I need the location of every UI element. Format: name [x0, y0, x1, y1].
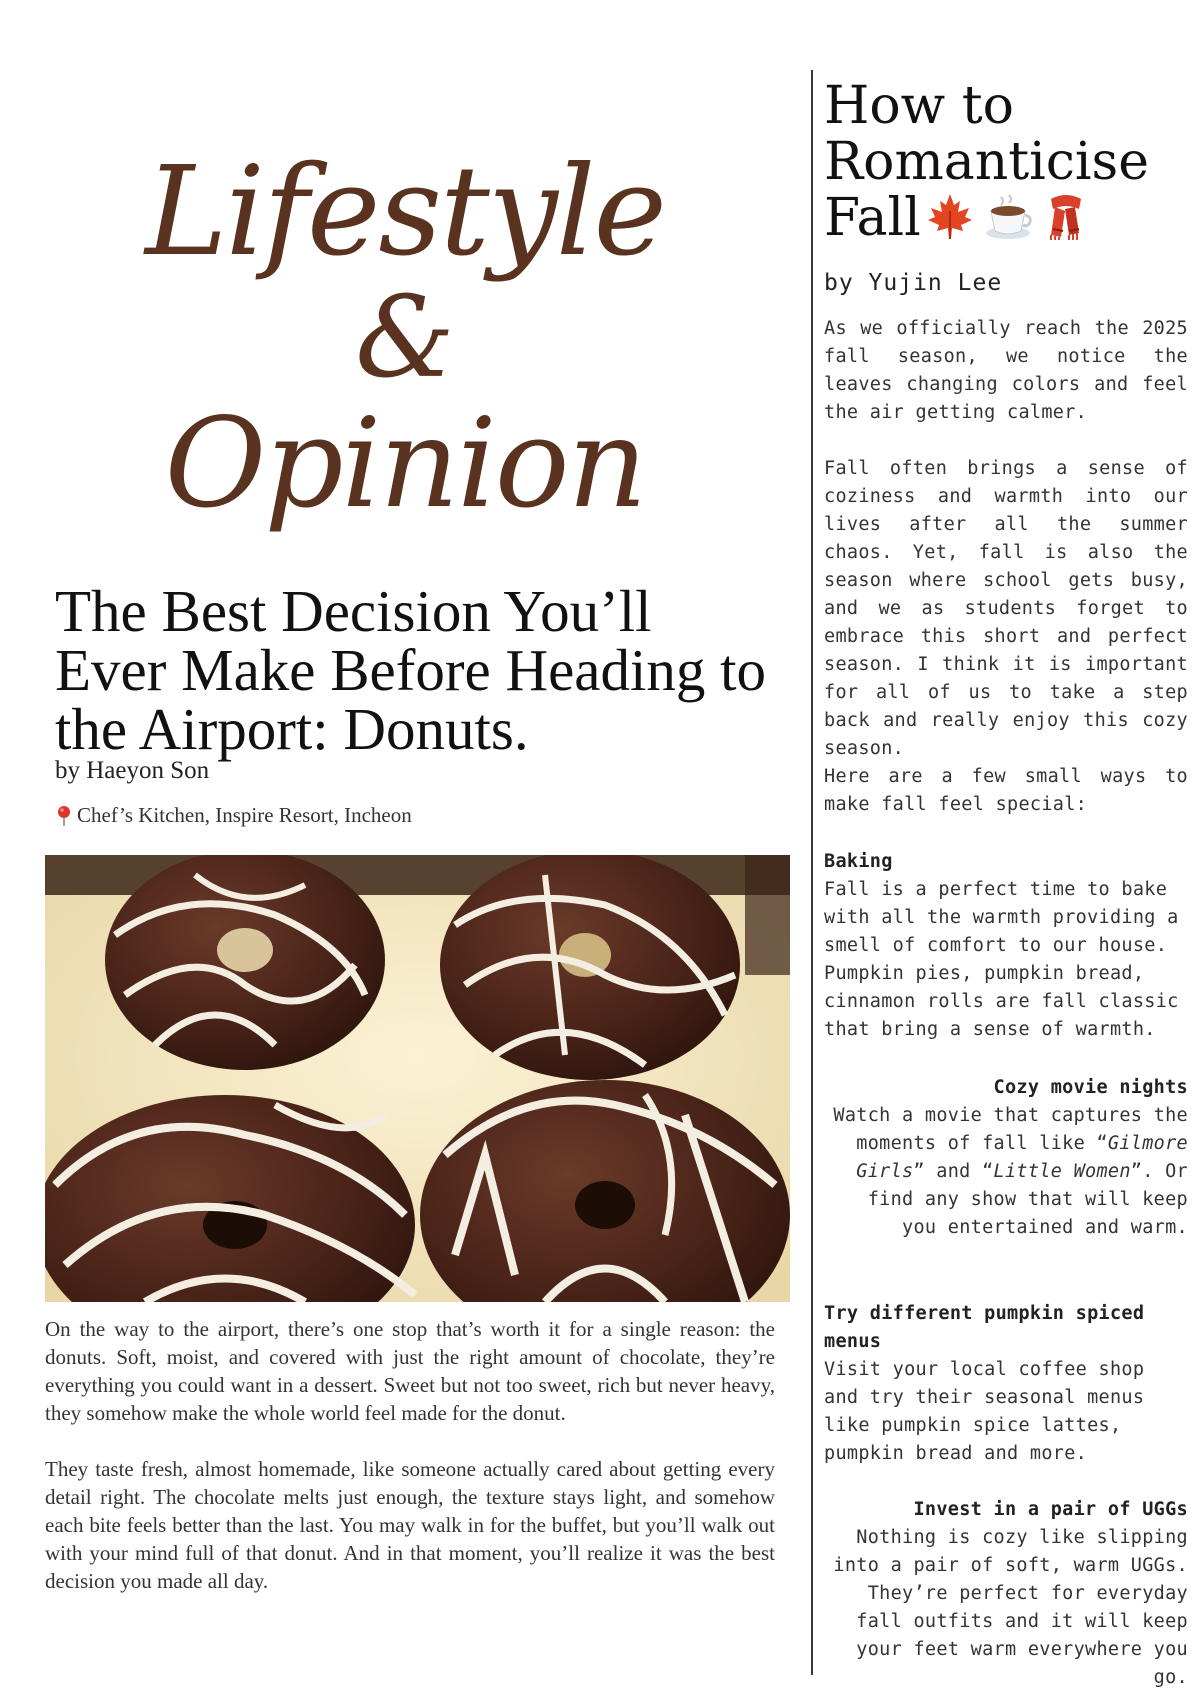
right-article-byline: by Yujin Lee: [824, 270, 1003, 296]
left-article-body: [45, 1315, 775, 1623]
tip-pumpkin-menus: [824, 1300, 1188, 1468]
tip-baking: [824, 848, 1188, 1044]
tip-title: Invest in a pair of UGGs: [913, 1499, 1188, 1520]
location-line: [55, 803, 412, 828]
right-title-line3: Fall: [824, 188, 921, 248]
location-text: Chef’s Kitchen, Inspire Resort, Incheon: [77, 803, 412, 827]
right-title-line1: How to: [824, 76, 1014, 136]
show-title: Little Women: [993, 1161, 1131, 1182]
tip-movie-nights: [824, 1074, 1188, 1242]
intro-paragraph-2: Fall often brings a sense of coziness and warmth into our lives after all the summer chaos. Yet, fall is also the season where school gets busy, and we as students forget to embrace this short and perfect season. I think it is important for all of us to take a step back and really enjoy this cozy season. Here are a few small ways to make fall feel special:: [824, 458, 1188, 815]
show-title: Gilmore Girls: [856, 1133, 1188, 1182]
tip-title: Cozy movie nights: [993, 1077, 1188, 1098]
left-article-paragraph: On the way to the airport, there’s one stop that’s worth it for a single reason: the donuts. Soft, moist, and covered with just the right amount of chocolate, they’re everything you could want in a dessert. Sweet but not too sweet, rich but never heavy, they somehow make the whole world feel made for the donut.: [45, 1317, 775, 1425]
column-divider: [811, 70, 813, 1675]
intro-paragraph-1: As we officially reach the 2025 fall season, we notice the leaves changing colors and feel the air getting calmer.: [824, 318, 1188, 423]
donuts-photo: [45, 855, 790, 1302]
coffee-cup-icon: [983, 191, 1033, 241]
right-article-title: [824, 78, 1194, 246]
tip-title: Try different pumpkin spiced menus: [824, 1303, 1145, 1352]
tip-uggs: [824, 1496, 1188, 1692]
section-title-line3: Opinion: [164, 392, 646, 536]
section-title-ampersand: &: [355, 273, 455, 403]
tip-text: Fall is a perfect time to bake with all the warmth providing a smell of comfort to our house. Pumpkin pies, pumpkin bread, cinnamon rolls are fall classic that bring a sense of warmth.: [824, 879, 1179, 1040]
left-article-headline: The Best Decision You’ll Ever Make Before Heading to the Airport: Donuts.: [55, 578, 766, 762]
section-title-line1: Lifestyle: [145, 140, 665, 284]
tip-title: Baking: [824, 851, 893, 872]
section-title: [130, 140, 680, 536]
scarf-icon: [1041, 191, 1091, 241]
right-title-line2: Romanticise: [824, 132, 1149, 192]
tip-text: Nothing is cozy like slipping into a pair of soft, warm UGGs. They’re perfect for everyday fall outfits and it will keep your feet warm everywhere you go.: [833, 1527, 1188, 1688]
left-article-paragraph: They taste fresh, almost homemade, like someone actually cared about getting every detail right. The chocolate melts just enough, the texture stays light, and somehow each bite feels better than the last. You may walk in for the buffet, but you’ll walk out with your mind full of that donut. And in that moment, you’ll realize it was the best decision you made all day.: [45, 1457, 775, 1593]
location-pin-icon: [55, 805, 73, 827]
tip-text: Visit your local coffee shop and try their seasonal menus like pumpkin spice lattes, pumpkin bread and more.: [824, 1359, 1145, 1464]
tip-text: Watch a movie that captures the moments of fall like “Gilmore Girls” and “Little Women”. Or find any show that will keep you entertained and warm.: [833, 1105, 1188, 1238]
left-article-byline: by Haeyon Son: [55, 757, 210, 784]
maple-leaf-icon: [925, 191, 975, 241]
